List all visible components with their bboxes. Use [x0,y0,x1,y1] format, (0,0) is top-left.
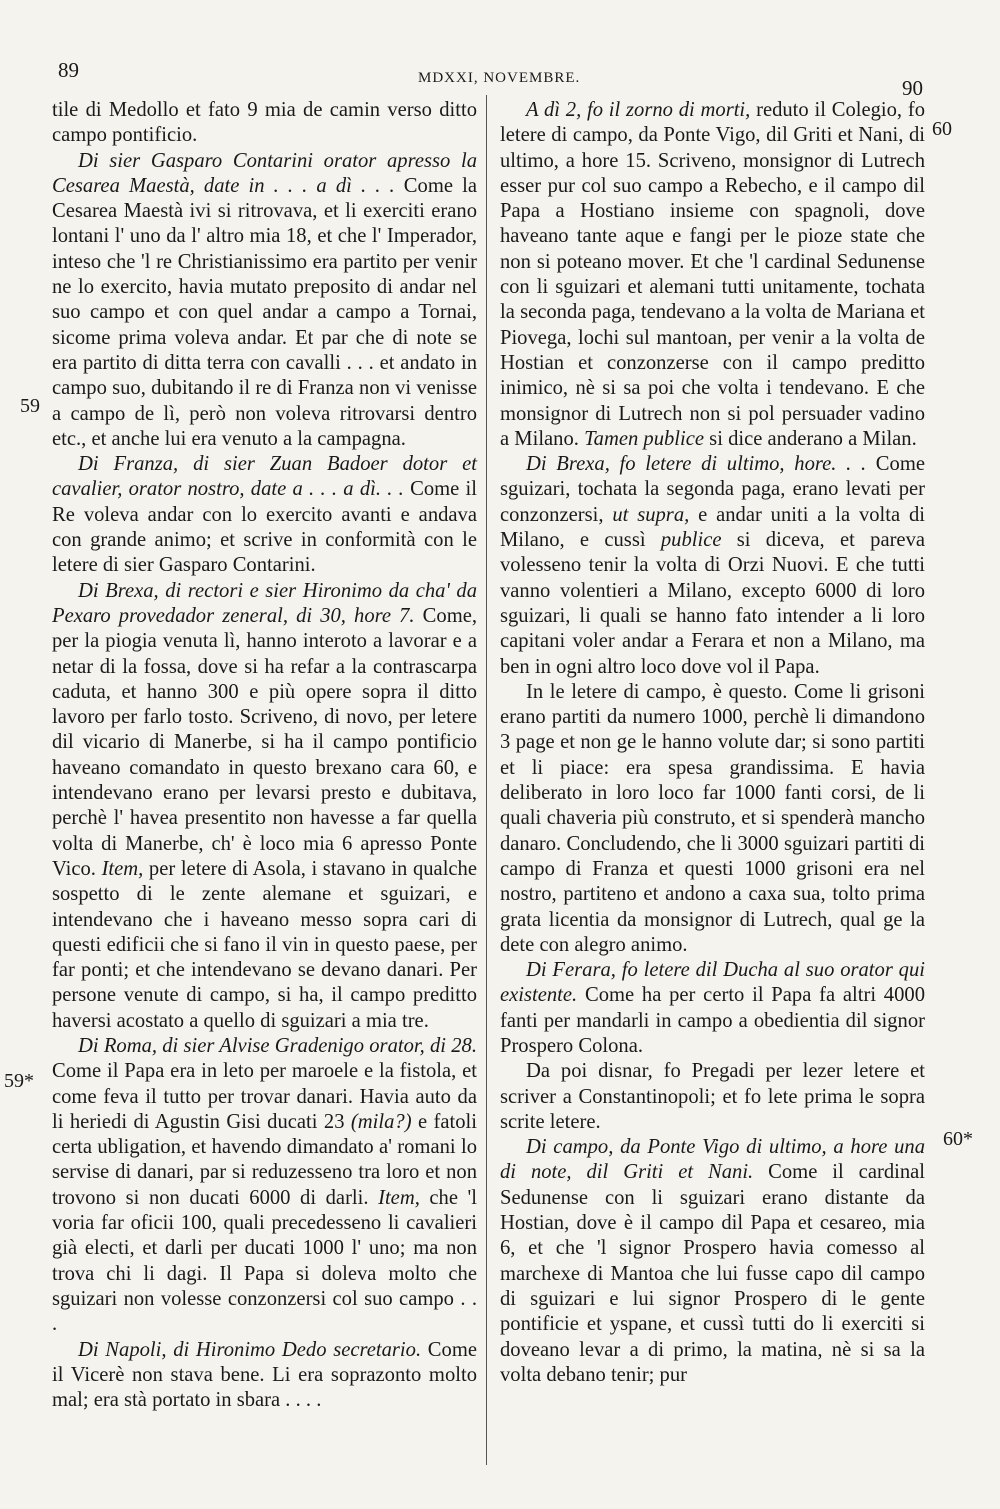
paragraph-heading: Di sier Gasparo Contarini orator apresso la Cesarea Maestà, date in . . . a dì . . . [52,149,477,197]
margin-number: 60* [943,1128,973,1150]
paragraph: Di Franza, di sier Zuan Badoer dotor et cavalier, orator nostro, date a . . . a dì. . . Come il Re voleva andar con lo exercito avanti e andava con grande animo; et scrive in conformità con le letere di sier Gasparo Contarini. [52,453,477,577]
paragraph: tile di Medollo et fato 9 mia de camin verso ditto campo pontificio. [52,99,477,147]
paragraph-heading: Di campo, da Ponte Vigo di ultimo, a hore una di note, dil Griti et Nani. [500,1136,925,1184]
paragraph-heading: Di Napoli, di Hironimo Dedo secretario. [78,1338,422,1361]
running-title: MDXXI, NOVEMBRE. [418,70,581,86]
paragraph-heading: Di Roma, di sier Alvise Gradenigo orator, di 28. [78,1034,477,1057]
paragraph-heading: Di Ferara, fo letere dil Ducha al suo orator qui existente. [500,959,925,1007]
paragraph: Di sier Gasparo Contarini orator apresso la Cesarea Maestà, date in . . . a dì . . . Come la Cesarea Maestà ivi si ritrovava, et li exerciti erano lontani l' uno da l' altro mia 18, et che l' Imperador, inteso che 'l re Christianissimo era partito per venir ne lo exercito, havia mutato preposito di andar nel suo campo et con quel andar a campo a Tornai, sicome prima voleva andar. Et par che di note se era partito di ditta terra con cavalli . . . et andato in campo suo, dubitando il re di Franza non vi venisse a campo de lì, però non voleva ritrovarsi dentro etc., et anche lui era venuto a la campagna. [52,149,477,450]
left-column [52,98,477,1413]
paragraph: Da poi disnar, fo Pregadi per lezer letere et scriver a Constantinopoli; et fo lete prima le sopra scrite letere. [500,1060,925,1133]
paragraph-heading: Di Brexa, di rectori e sier Hironimo da cha' da Pexaro provedador zeneral, di 30, hore 7. [52,579,477,627]
paragraph: Di Napoli, di Hironimo Dedo secretario. Come il Vicerè non stava bene. Li era soprazonto molto mal; era stà portato in sbara . . . . [52,1338,477,1412]
paragraph-heading: Di Brexa, fo letere di ultimo, hore. . . [526,453,867,476]
margin-number: 59 [20,395,40,417]
paragraph: Di Roma, di sier Alvise Gradenigo orator, di 28. Come il Papa era in leto per maroele e la fistola, et come feva il tutto per trovar danari. Havia auto da li heriedi di Agustin Gisi ducati 23 (mila?) e fatoli certa ubligation, et havendo dimandato a' romani lo servise di danari, par si reduzesseno tra loro et non trovono si non ducati 6000 di darli. Item, che 'l voria far oficii 100, quali precedesseno li cavalieri già electi, et darli per ducati 1000 l' uno; ma non trova chi li dagi. Il Papa si doleva molto che sguizari non volesse conzonzersi col suo campo . . . [52,1034,477,1336]
right-column [500,98,925,1388]
paragraph-heading: Di Franza, di sier Zuan Badoer dotor et cavalier, orator nostro, date a . . . a dì. . . [52,453,477,501]
page-number-right: 90 [902,76,923,100]
paragraph: Di Brexa, di rectori e sier Hironimo da cha' da Pexaro provedador zeneral, di 30, hore 7. Come, per la piogia venuta lì, hanno interoto a lavorar e a netar di la fossa, dove si ha refar a la contrascarpa caduta, et hanno 300 e più opere sopra il ditto lavoro per farlo tosto. Scriveno, di novo, per letere dil vicario di Manerbe, si ha il campo pontificio haveano comandato in questo brexano cara 60, e intendevano erano per levarsi presto e dubitava, perchè l' havea presentito non havesse a far quella volta di Manerbe, ch' è loco mia 6 apresso Ponte Vico. Item, per letere di Asola, i stavano in qualche sospetto di le zente alemane et sguizari, e intendevano che i haveano messo sopra cari di questi edificii che si fano il vin in questo paese, per far ponti; et che intendevano se devano danari. Per persone venute di campo, si ha, il campo preditto haversi acostato a quello di sguizari a mia tre. [52,579,477,1032]
paragraph: Di Ferara, fo letere dil Ducha al suo orator qui existente. Come ha per certo il Papa fa altri 4000 fanti per mandarli in campo a obedientia dil signor Prospero Colona. [500,959,925,1057]
paragraph: In le letere di campo, è questo. Come li grisoni erano partiti da numero 1000, perchè li dimandono 3 page et non ge le hanno volute dar; si sono partiti et li piace: era spesa grandissima. E havia deliberato in loro loco far 1000 fanti corsi, de li quali chaveria più construto, et si spenderà mancho danaro. Concludendo, che li 3000 sguizari partiti di campo di Franza et questi 1000 grisoni era nel nostro, partiteno et andono a caxa sua, tolto prima grata licentia da monsignor di Lutrech, qual ge la dete con alegro animo. [500,680,925,956]
paragraph: Di Brexa, fo letere di ultimo, hore. . . Come sguizari, tochata la segonda paga, erano levati per conzonzersi, ut supra, e andar uniti a la volta di Milano, e cussì publice si diceva, et pareva volesseno tenir la volta di Orzi Nuovi. E che tutti vanno volentieri a Milano, excepto 6000 di loro sguizari, li quali se hanno fato intender a li loro capitani voler andar a Ferara et non a Milano, ma ben in ogni altro loco dove vol il Papa. [500,453,926,678]
paragraph-heading: A dì 2, fo il zorno di morti, [526,99,751,121]
page-number-left: 89 [58,58,79,82]
margin-number: 59* [4,1070,34,1092]
paragraph: A dì 2, fo il zorno di morti, reduto il Colegio, fo letere di campo, da Ponte Vigo, dil Griti et Nani, di ultimo, a hore 15. Scriveno, monsignor di Lutrech esser pur col suo campo a Rebecho, e il campo dil Papa a Hostiano insieme con spagnoli, dove haveano tante aque e fangi per le pioze state che non si poteano mover. Et che 'l cardinal Sedunense con li sguizari et alemani tutti unitamente, tochata la seconda paga, tendevano a la volta de Mariana et Piovega, lochi sul mantoan, per venir a la volta de Hostian et conzonzerse con il campo preditto inimico, nè si sa poi che volta i tendevano. E che monsignor di Lutrech non si pol persuader vadino a Milano. Tamen publice si dice anderano a Milan. [500,99,925,450]
margin-number: 60 [932,118,952,140]
paragraph: Di campo, da Ponte Vigo di ultimo, a hore una di note, dil Griti et Nani. Come il cardinal Sedunense con li sguizari erano distante da Hostian, dove è il campo dil Papa et cesareo, mia 6, et che 'l signor Prospero havia comesso al marchexe di Mantoa che lui fusse capo dil campo di sguizari e lui signor Prospero di le gente pontificie et yspane, et cussì tutti do li exerciti si doveano levar a di primo, la matina, nè si sa la volta debano tenir; pur [500,1136,925,1386]
column-divider [486,95,487,1465]
